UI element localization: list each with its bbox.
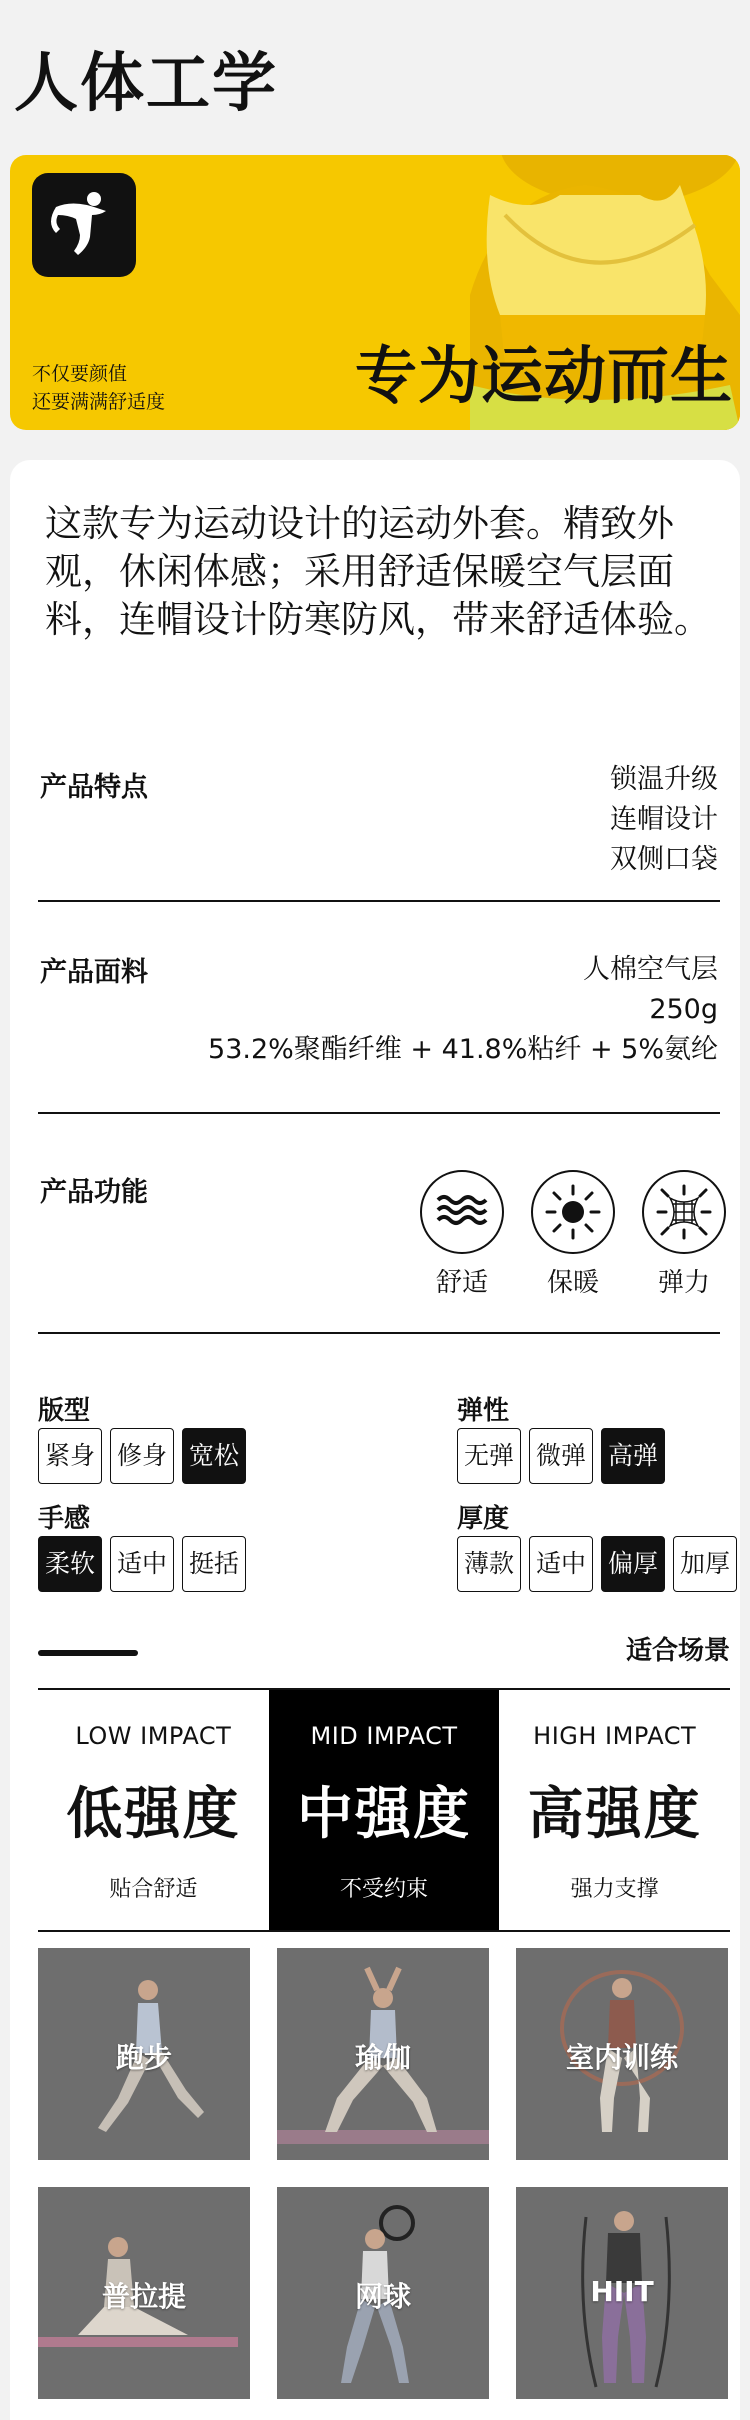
fabric-item: 53.2%聚酯纤维 + 41.8%粘纤 + 5%氨纶 — [208, 1034, 718, 1065]
function-comfort — [420, 1170, 504, 1299]
feel-options — [38, 1536, 246, 1592]
activity-label: HIIT — [590, 2275, 654, 2308]
thickness-option-medium[interactable]: 适中 — [529, 1536, 593, 1592]
intensity-en: HIGH IMPACT — [533, 1722, 697, 1750]
fit-option-loose[interactable]: 宽松 — [182, 1428, 246, 1484]
feature-item: 连帽设计 — [610, 804, 718, 835]
intensity-sub: 不受约束 — [340, 1877, 429, 1902]
fit-option-slim[interactable]: 修身 — [110, 1428, 174, 1484]
thickness-label: 厚度 — [457, 1504, 510, 1534]
activity-label: 跑步 — [115, 2041, 172, 2074]
sun-icon — [531, 1170, 615, 1254]
elasticity-label: 弹性 — [457, 1396, 510, 1426]
thickness-options — [457, 1536, 737, 1592]
fabric-label: 产品面料 — [40, 957, 148, 988]
activity-card-hiit[interactable] — [516, 2187, 728, 2399]
activity-label: 普拉提 — [101, 2280, 186, 2313]
feature-item: 双侧口袋 — [610, 844, 718, 875]
feel-option-crisp[interactable]: 挺括 — [182, 1536, 246, 1592]
page-title: 人体工学 — [14, 47, 278, 121]
intensity-sub: 强力支撑 — [570, 1877, 659, 1902]
activity-grid — [38, 1948, 730, 2399]
fit-options — [38, 1428, 246, 1484]
intensity-sub: 贴合舒适 — [109, 1877, 198, 1902]
thickness-option-extra-thick[interactable]: 加厚 — [673, 1536, 737, 1592]
intensity-en: LOW IMPACT — [75, 1722, 232, 1750]
hero-slogan: 专为运动而生 — [355, 339, 734, 412]
elasticity-option-high[interactable]: 高弹 — [601, 1428, 665, 1484]
feature-item: 锁温升级 — [610, 764, 718, 795]
hero-banner — [10, 155, 740, 430]
intensity-mid[interactable] — [269, 1690, 500, 1930]
function-elastic — [642, 1170, 726, 1299]
activity-card-pilates[interactable] — [38, 2187, 250, 2399]
waves-icon — [420, 1170, 504, 1254]
activity-card-indoor-training[interactable] — [516, 1948, 728, 2160]
fabric-item: 人棉空气层 — [583, 954, 718, 985]
function-label: 弹力 — [657, 1268, 710, 1298]
fabric-item: 250g — [649, 994, 718, 1025]
scenes-label: 适合场景 — [625, 1636, 730, 1666]
section-accent-bar — [38, 1650, 138, 1656]
elasticity-option-none[interactable]: 无弹 — [457, 1428, 521, 1484]
features-values — [610, 760, 718, 880]
product-detail-card — [10, 460, 740, 2420]
activity-label: 室内训练 — [565, 2041, 678, 2074]
stretch-icon — [642, 1170, 726, 1254]
divider — [38, 900, 720, 902]
feel-option-medium[interactable]: 适中 — [110, 1536, 174, 1592]
functions-label: 产品功能 — [40, 1177, 148, 1208]
fit-label: 版型 — [38, 1396, 91, 1426]
divider — [38, 1112, 720, 1114]
function-warmth — [531, 1170, 615, 1299]
intensity-high[interactable] — [499, 1690, 730, 1930]
function-label: 保暖 — [546, 1268, 599, 1298]
divider — [38, 1332, 720, 1334]
function-label: 舒适 — [435, 1268, 488, 1298]
activity-label: 网球 — [354, 2280, 411, 2313]
intensity-tabs — [38, 1688, 730, 1932]
elasticity-options — [457, 1428, 665, 1484]
feel-label: 手感 — [38, 1504, 91, 1534]
fit-option-tight[interactable]: 紧身 — [38, 1428, 102, 1484]
intensity-en: MID IMPACT — [310, 1722, 458, 1750]
product-intro: 这款专为运动设计的运动外套。精致外观，休闲体感；采用舒适保暖空气层面料，连帽设计防寒防风，带来舒适体验。 — [45, 502, 711, 641]
activity-card-tennis[interactable] — [277, 2187, 489, 2399]
feel-option-soft[interactable]: 柔软 — [38, 1536, 102, 1592]
features-label: 产品特点 — [40, 772, 148, 803]
fabric-values — [208, 950, 718, 1070]
intensity-cn: 高强度 — [527, 1782, 702, 1847]
activity-label: 瑜伽 — [354, 2041, 411, 2074]
intensity-cn: 低强度 — [66, 1782, 241, 1847]
intensity-low[interactable] — [38, 1690, 269, 1930]
thickness-option-thin[interactable]: 薄款 — [457, 1536, 521, 1592]
activity-card-running[interactable] — [38, 1948, 250, 2160]
hero-subtitle: 不仅要颜值 还要满满舒适度 — [32, 363, 166, 413]
yoga-pose-logo-icon — [32, 173, 136, 277]
elasticity-option-slight[interactable]: 微弹 — [529, 1428, 593, 1484]
thickness-option-thick[interactable]: 偏厚 — [601, 1536, 665, 1592]
activity-card-yoga[interactable] — [277, 1948, 489, 2160]
intensity-cn: 中强度 — [297, 1782, 471, 1847]
